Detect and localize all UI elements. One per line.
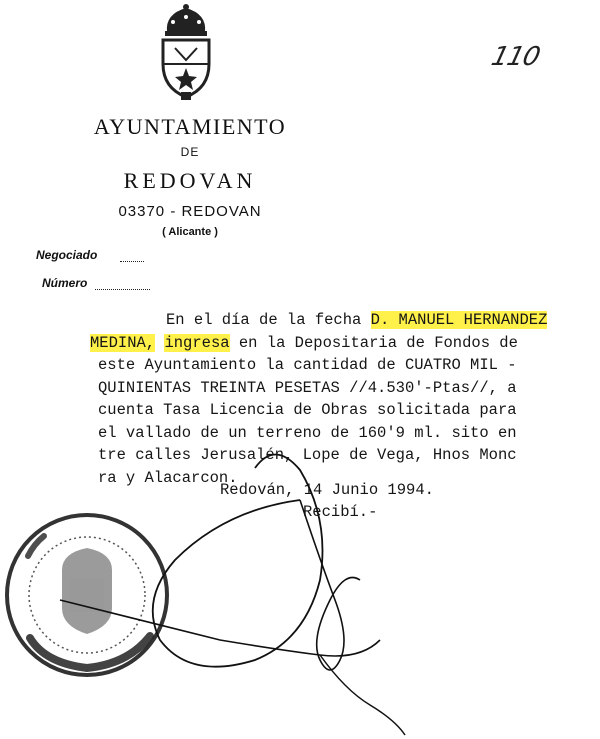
negociado-line xyxy=(120,260,144,262)
body-line-1-text: En el día de la fecha xyxy=(166,311,371,329)
page-number: 110 xyxy=(488,42,543,72)
body-line-5: cuenta Tasa Licencia de Obras solicitada para xyxy=(98,401,517,419)
body-line-2-text: en la Depositaria de Fondos de xyxy=(229,333,518,352)
place-date: Redován, 14 Junio 1994. xyxy=(220,481,434,499)
highlight-payer-name: D. MANUEL HERNANDEZ xyxy=(370,311,548,329)
negociado-label: Negociado xyxy=(36,248,98,262)
body-line-1 xyxy=(98,309,598,332)
header-title: AYUNTAMIENTO xyxy=(93,114,287,139)
received-label: Recibí.- xyxy=(303,503,378,521)
highlight-ingresa: ingresa xyxy=(164,333,230,352)
highlight-payer-surname: MEDINA, xyxy=(90,333,156,352)
header-province: ( Alicante ) xyxy=(162,226,218,238)
municipal-seal xyxy=(0,508,175,683)
receipt-body xyxy=(90,309,598,489)
numero-label: Número xyxy=(42,276,88,290)
header-postal-address: 03370 - REDOVAN xyxy=(118,203,262,220)
header-town: REDOVAN xyxy=(123,168,257,193)
body-line-4: QUINIENTAS TREINTA PESETAS //4.530'-Ptas//, a xyxy=(98,378,517,397)
body-line-8: ra y Alacarcon. xyxy=(98,468,238,487)
body-line-6: el vallado de un terreno de 160'9 ml. sito en xyxy=(98,423,517,442)
header-de: DE xyxy=(180,145,200,159)
numero-line xyxy=(95,288,150,290)
coat-of-arms-logo xyxy=(155,2,217,102)
body-line-3: este Ayuntamiento la cantidad de CUATRO MIL - xyxy=(98,356,517,374)
body-line-7: tre calles Jerusalén, Lope de Vega, Hnos Monc xyxy=(98,446,517,464)
body-line-2 xyxy=(90,332,598,355)
